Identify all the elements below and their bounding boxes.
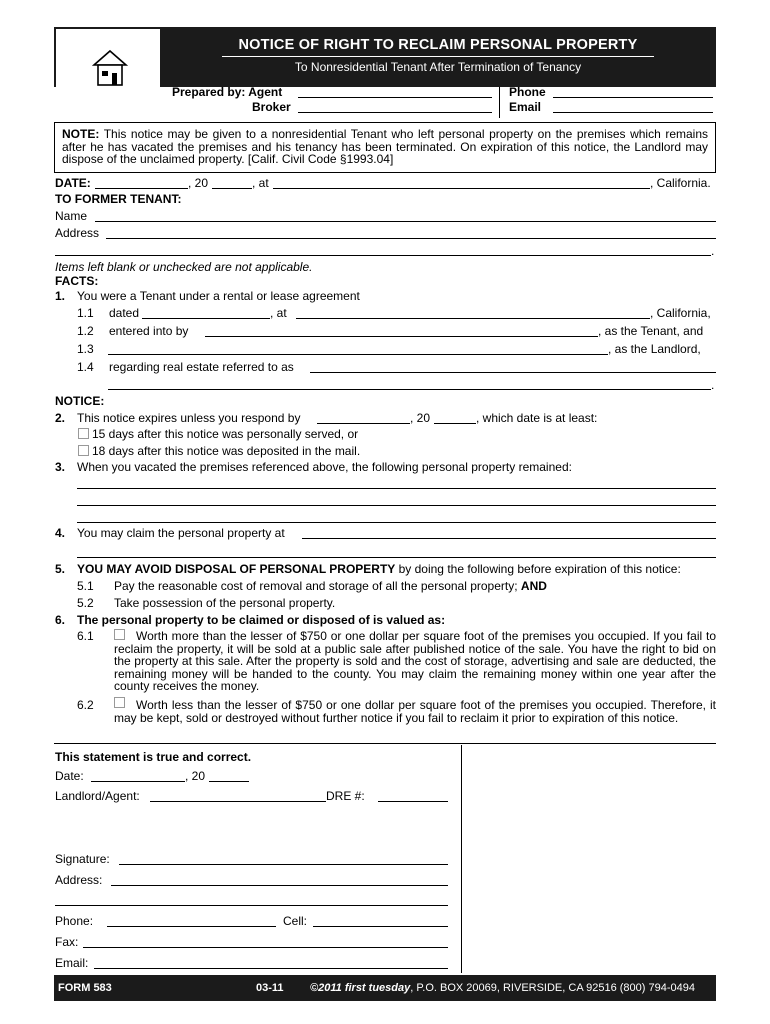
sig-address-field-2[interactable] — [55, 905, 448, 906]
sig-address-label: Address: — [55, 873, 103, 887]
item-2-number: 2. — [55, 411, 66, 425]
california-label: , California. — [650, 176, 711, 190]
sig-cell-field[interactable] — [313, 926, 448, 927]
item-1-1-number: 1.1 — [77, 306, 94, 320]
as-tenant-label: , as the Tenant, and — [598, 324, 704, 338]
sig-year-field[interactable] — [209, 781, 249, 782]
item-6-1-number: 6.1 — [77, 629, 94, 643]
email-label: Email — [509, 100, 542, 114]
agent-field[interactable] — [298, 97, 492, 98]
item-4-text: You may claim the personal property at — [77, 526, 285, 540]
item-6-1-text: Worth more than the lesser of $750 or one dollar per square foot of the premises you occupied. If you fail to reclaim the property, it will be sold at a public sale after published notice of the sale. You have the right to bid on the property at this sale. After the property is sold and the cost of storage, advertising and sale are deducted, the remaining money will be handed to the county. You may claim the remaining money within one year after the county receives the money. — [114, 629, 716, 693]
statement-text: This statement is true and correct. — [55, 750, 252, 764]
date-field[interactable] — [95, 188, 188, 189]
agreement-city-field[interactable] — [296, 318, 650, 319]
note-body: This notice may be given to a nonresidential Tenant who left personal property on the premises which remains after he has vacated the premises and his tenancy has been terminated. On expiration of this notice, the Landlord may dispose of the unclaimed property. [Calif. Civil Code §1993.04] — [62, 127, 708, 166]
notice-heading: NOTICE: — [55, 394, 105, 408]
regarding-label: regarding real estate referred to as — [109, 360, 294, 374]
form-subtitle: To Nonresidential Tenant After Termination of Tenancy — [294, 60, 582, 74]
property-list-line-3[interactable] — [77, 522, 716, 523]
tenant-party-field[interactable] — [205, 336, 598, 337]
option-15-days: 15 days after this notice was personally served, or — [92, 427, 359, 441]
item-4-number: 4. — [55, 526, 66, 540]
footer-revision: 03-11 — [256, 982, 284, 994]
to-former-tenant-label: TO FORMER TENANT: — [55, 192, 182, 206]
sig-address-field[interactable] — [111, 885, 448, 886]
landlord-agent-field[interactable] — [150, 801, 326, 802]
item-1-text: You were a Tenant under a rental or lease agreement — [77, 289, 360, 303]
prepared-by-agent-label: Prepared by: Agent — [172, 85, 283, 99]
agreement-at-label: , at — [270, 306, 287, 320]
expiry-date-field[interactable] — [317, 423, 410, 424]
as-landlord-label: , as the Landlord, — [608, 342, 701, 356]
item-1-2-number: 1.2 — [77, 324, 94, 338]
item-5-text — [77, 563, 681, 576]
item-6-number: 6. — [55, 613, 66, 627]
note-text — [62, 128, 708, 166]
tenant-address-field-2[interactable] — [55, 255, 711, 256]
claim-location-field[interactable] — [302, 538, 716, 539]
dre-field[interactable] — [378, 801, 448, 802]
year-field[interactable] — [212, 188, 252, 189]
item-5-2-text: Take possession of the personal property. — [114, 596, 336, 610]
option-18-days: 18 days after this notice was deposited in the mail. — [92, 444, 361, 458]
phone-label: Phone — [509, 85, 546, 99]
blank-note: Items left blank or unchecked are not applicable. — [55, 260, 313, 274]
footer-brand: ©2011 first tuesday — [310, 982, 411, 994]
broker-field[interactable] — [298, 112, 492, 113]
agreement-california-label: , California, — [650, 306, 711, 320]
item-5-number: 5. — [55, 562, 66, 576]
landlord-party-field[interactable] — [108, 354, 608, 355]
sig-cell-label: Cell: — [283, 914, 308, 928]
item-2-text: This notice expires unless you respond by — [77, 411, 301, 425]
at-label: , at — [252, 176, 269, 190]
note-label: NOTE: — [62, 127, 100, 141]
facts-heading: FACTS: — [55, 274, 99, 288]
signature-divider — [461, 745, 462, 973]
sig-email-field[interactable] — [94, 968, 448, 969]
address-period: . — [711, 244, 715, 258]
real-estate-field[interactable] — [310, 372, 716, 373]
checkbox-18-days[interactable] — [78, 445, 89, 456]
item-1-number: 1. — [55, 289, 66, 303]
phone-field[interactable] — [553, 97, 713, 98]
item-6-text: The personal property to be claimed or disposed of is valued as: — [77, 613, 446, 627]
signature-field[interactable] — [119, 864, 448, 865]
city-field[interactable] — [273, 188, 650, 189]
dre-label: DRE #: — [326, 789, 365, 803]
item-1-4-number: 1.4 — [77, 360, 94, 374]
sig-fax-field[interactable] — [83, 947, 448, 948]
dated-label: dated — [109, 306, 140, 320]
sig-email-label: Email: — [55, 956, 89, 970]
item-1-3-number: 1.3 — [77, 342, 94, 356]
address-label: Address — [55, 226, 100, 240]
real-estate-field-2[interactable] — [108, 389, 711, 390]
item-5-2-number: 5.2 — [77, 596, 94, 610]
tenant-address-field[interactable] — [106, 238, 716, 239]
date-label: DATE: — [55, 176, 91, 190]
expiry-year-field[interactable] — [434, 423, 476, 424]
at-least-label: , which date is at least: — [476, 411, 598, 425]
checkbox-15-days[interactable] — [78, 428, 89, 439]
item-3-number: 3. — [55, 460, 66, 474]
expiry-year-prefix: , 20 — [410, 411, 431, 425]
footer-form-number: FORM 583 — [58, 982, 112, 994]
sig-year-prefix: , 20 — [185, 769, 206, 783]
sig-date-field[interactable] — [91, 781, 185, 782]
sig-signature-label: Signature: — [55, 852, 110, 866]
name-label: Name — [55, 209, 88, 223]
entered-into-by-label: entered into by — [109, 324, 189, 338]
sig-phone-field[interactable] — [107, 926, 276, 927]
item-5-1-and: AND — [520, 579, 547, 593]
logo-box — [56, 29, 160, 115]
email-field[interactable] — [553, 112, 713, 113]
item-6-2-number: 6.2 — [77, 698, 94, 712]
tenant-name-field[interactable] — [95, 221, 716, 222]
house-icon — [92, 49, 128, 89]
property-list-line-1[interactable] — [77, 488, 716, 489]
claim-location-field-2[interactable] — [77, 557, 716, 558]
footer-address: , P.O. BOX 20069, RIVERSIDE, CA 92516 (800) 794-0494 — [410, 982, 695, 994]
item-5-1-number: 5.1 — [77, 579, 94, 593]
form-title: NOTICE OF RIGHT TO RECLAIM PERSONAL PROPERTY — [238, 37, 638, 53]
footer-copyright — [310, 982, 695, 995]
sig-phone-label: Phone: — [55, 914, 94, 928]
agreement-date-field[interactable] — [142, 318, 270, 319]
sig-fax-label: Fax: — [55, 935, 79, 949]
real-estate-period: . — [711, 378, 715, 392]
item-5-1-body: Pay the reasonable cost of removal and storage of all the personal property; — [114, 579, 521, 593]
item-5-1-text — [114, 580, 547, 593]
header-divider — [499, 87, 500, 118]
property-list-line-2[interactable] — [77, 505, 716, 506]
item-3-text: When you vacated the premises referenced above, the following personal property remained: — [77, 460, 572, 474]
sig-date-label: Date: — [55, 769, 84, 783]
item-5-rest: by doing the following before expiration of this notice: — [395, 562, 681, 576]
broker-label: Broker — [252, 100, 291, 114]
title-rule — [222, 56, 654, 57]
landlord-agent-label: Landlord/Agent: — [55, 789, 140, 803]
item-6-2-text: Worth less than the lesser of $750 or one dollar per square foot of the premises you occupied. Therefore, it may be kept, sold or destroyed without further notice if you fail to reclaim it prior to expiration of this notice. — [114, 698, 716, 725]
signature-separator — [54, 743, 716, 744]
year-prefix: , 20 — [188, 176, 209, 190]
item-5-bold: YOU MAY AVOID DISPOSAL OF PERSONAL PROPERTY — [77, 562, 396, 576]
